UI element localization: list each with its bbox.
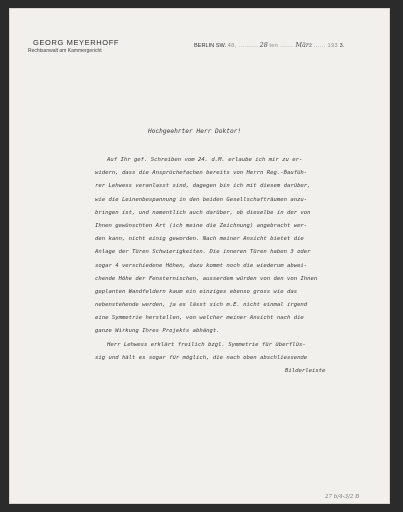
body-line: chende Höhe der Fensternischen, ausserdem würden von den von Ihnen [95,275,318,282]
dateline-year: 3. [339,43,345,49]
body-line: rer Lehwess veranlasst sind, dagegen bin ich mit diesem darüber, [95,183,311,190]
body-line: geplanten Wandfeldern kaum ein einziges ebenso gross wie das [95,288,298,295]
body-line: den kann, nicht einig geworden. Nach meiner Ansicht bietet die [95,236,304,243]
dateline-year-prefix: ...... 193 [313,43,339,49]
body-line: Auf Ihr gef. Schreiben vom 24. d.M. erlaube ich mir zu er- [107,157,303,163]
letterhead-name: GEORG MEYERHOFF [33,38,120,47]
body-line: widern, dass die Ansprüchefachen bereits von Herrn Reg.-Baufüh- [95,170,308,177]
body-line: ganze Wirkung Ihres Projekts abhängt. [95,328,220,335]
body-line: Ihnen gewünschten Art (ich meine die Zeichnung) angebracht wer- [95,222,308,229]
dateline [194,41,344,49]
body-line: wie die Leinenbespannung in den beiden Gesellschafträumen anzu- [95,196,308,203]
body-line: nebenstehende werden, ja es lässt sich m.E. nicht einmal irgend [95,302,308,309]
body-line: sig und hält es sogar für möglich, die nach oben abschliessende [95,354,308,361]
dateline-day: 28 [259,41,268,49]
dateline-month: März [295,41,313,49]
body-line: Herr Lehwess erklärt freilich bzgl. Symmetrie für überflüs- [107,341,306,348]
letter-body [95,154,387,378]
body-line: Anlage der Türen Schwierigkeiten. Die inneren Türen haben 3 oder [95,249,311,256]
dateline-postal-dots: 48, .......... [227,43,259,49]
letterhead-subtitle: Rechtsanwalt am Kammergericht [28,48,102,54]
body-line: Bilderleiste [285,368,326,374]
body-line: eine Symmetrie herstellen, von welcher meiner Ansicht nach die [95,315,304,322]
body-line: bringen ist, und namentlich auch darüber, ob dieselbe in der von [95,209,311,216]
salutation: Hochgeehrter Herr Doktor! [148,128,242,135]
letter-page [9,8,390,504]
dateline-city: BERLIN SW. [194,43,227,49]
body-line: sogar 4 verschiedene Höhen, dazu kommt noch die wiederum abwei- [95,262,308,269]
dateline-day-dots: ten ....... [269,43,294,49]
archive-mark: 27 b/4-3/2 B [325,494,360,500]
